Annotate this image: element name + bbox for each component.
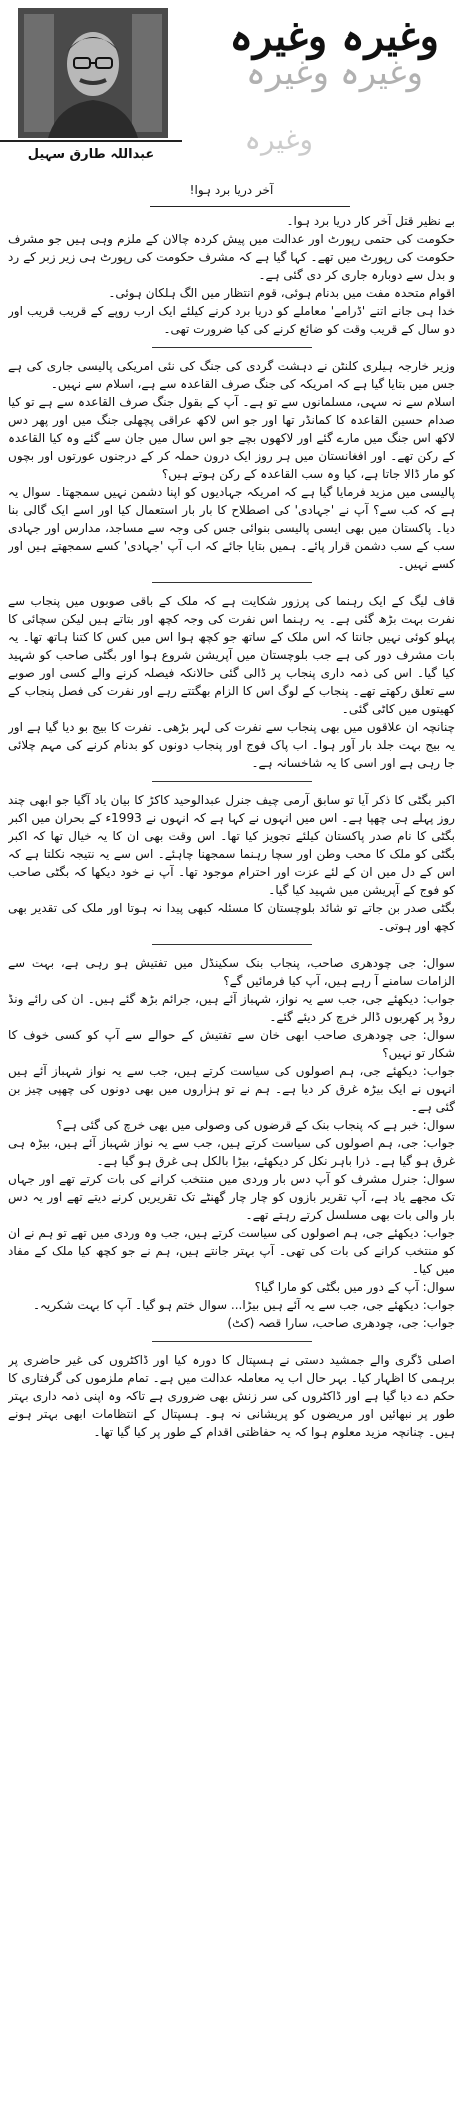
author-photo [18, 8, 168, 138]
section-divider [152, 1341, 312, 1342]
column-paragraph: وزیر خارجہ ہیلری کلنٹن نے دہشت گردی کی جنگ کی نئی امریکی پالیسی جاری کی ہے جس میں بتایا گیا ہے کہ امریکہ کی جنگ صرف القاعدہ سے ہے، اسلام سے نہیں۔ [8, 359, 455, 391]
section-divider [152, 944, 312, 945]
column-paragraph: جواب: دیکھئے جی، ہم اصولوں کی سیاست کرتے ہیں، جب وہ وردی میں تھے تو ہم نے ان کو منتخب کرانے کی بات کی تھی۔ آپ بہتر جانتے ہیں، ہم نے جو کچھ کیا ملک کے مفاد میں کیا۔ [8, 1226, 455, 1276]
column-paragraph: جواب: جی، ہم اصولوں کی سیاست کرتے ہیں، جب سے یہ نواز شہباز آئے ہیں، بیڑہ ہی غرق ہو گیا ہے۔ ذرا باہر نکل کر دیکھئے، بیڑا بالکل ہی غرق ہو گیا ہے۔ [8, 1136, 455, 1168]
column-paragraph: بے نظیر قتل آخر کار دریا برد ہوا۔ [286, 214, 455, 228]
section-divider [152, 347, 312, 348]
column-paragraph: اکبر بگٹی کا ذکر آیا تو سابق آرمی چیف جنرل عبدالوحید کاکڑ کا بیان یاد آگیا جو ابھی چند روز پہلے ہی چھپا ہے۔ اس میں انہوں نے کہا ہے کہ انہوں نے 1993ء کے بحران میں اکبر بگٹی کا نام صدر پاکستان کیلئے تجویز کیا تھا۔ اس وقت بھی ان کا یہ خیال تھا کہ اکبر بگٹی کو ملک کا محب وطن اور سچا رہنما سمجھنا چاہئے۔ اس سے یہ نتیجہ نکلتا ہے کہ اس کے دل میں ان کے لئے عزت اور احترام موجود تھا۔ آپ نے خود دیکھا کہ بگٹی صاحب کو فوج کے آپریشن میں شہید کیا گیا۔ [8, 793, 455, 897]
section-divider [152, 582, 312, 583]
column-body [8, 212, 455, 2102]
author-byline: عبداللہ طارق سہیل [0, 140, 182, 168]
column-paragraph: خدا ہی جانے اتنے 'ڈرامے' معاملے کو دریا برد کرنے کیلئے ایک ارب روپے کے قریب قریب اور دو سال کے قریب وقت کو ضائع کرنے کی کیا ضرورت تھی۔ [8, 304, 455, 336]
column-paragraph: قاف لیگ کے ایک رہنما کی پرزور شکایت ہے کہ ملک کے باقی صوبوں میں پنجاب سے نفرت بہت بڑھ گئی ہے۔ یہ رہنما اس نفرت کی وجہ کچھ اور بتاتے ہیں لیکن سچائی کا پہلو کوئی نہیں جانتا کہ اس ملک کے ساتھ جو کچھ ہوا اس میں کس کا کتنا ہاتھ تھا۔ یہ بات مشرف دور کی ہے جب بلوچستان میں آپریشن شروع ہوا اور بگٹی صاحب کو شہید کیا گیا۔ اس کی ذمہ داری پنجاب پر ڈالی گئی حالانکہ فیصلہ کرنے والے کسی اور صوبے سے تعلق رکھتے تھے۔ پنجاب کے لوگ اس کا الزام بھگتتے رہے اور نفرت کی فصل پنجاب کے کھیتوں میں کاٹی گئی۔ [8, 594, 455, 716]
column-paragraph: اصلی ڈگری والے جمشید دستی نے ہسپتال کا دورہ کیا اور ڈاکٹروں کی غیر حاضری پر برہمی کا اظہار کیا۔ بہر حال اب یہ معاملہ عدالت میں ہے۔ تمام ملزموں کی گرفتاری کا حکم دے دیا گیا ہے اور ڈاکٹروں کی سر زنش بھی ضروری ہے تاکہ وہ اپنی ذمہ داری بہتر طور پر نبھائیں اور مریضوں کو پریشانی نہ ہو۔ ہسپتال کے انتظامات ابھی بہتر ہونے ہیں۔ چنانچہ مزید معلوم ہوا کہ یہ حفاظتی اقدام کے طور پر کیا گیا تھا۔ [8, 1353, 455, 1439]
column-paragraph: سوال: خبر ہے کہ پنجاب بنک کے قرضوں کی وصولی میں بھی خرچ کی گئی ہے؟ [56, 1118, 455, 1132]
column-section [8, 357, 455, 573]
column-section [8, 954, 455, 1332]
column-paragraph: جواب: دیکھئے جی، جب سے یہ آئے ہیں بیڑا... سوال ختم ہو گیا۔ آپ کا بہت شکریہ۔ [32, 1298, 455, 1312]
column-paragraph: حکومت کی حتمی رپورٹ اور عدالت میں پیش کردہ چالان کے ملزم وہی ہیں جو مشرف حکومت کی رپورٹ میں تھے۔ کہا گیا ہے کہ مشرف حکومت کی رپورٹ ہی زیر زبر کے رد و بدل سے دوبارہ جاری کر دی گئی ہے۔ [8, 232, 455, 282]
column-headline: آخر دریا برد ہوا! [189, 183, 274, 197]
masthead-title: وغیرہ وغیرہ [229, 13, 439, 60]
column-paragraph: جواب: دیکھئے جی، ہم اصولوں کی سیاست کرتے ہیں، جب سے یہ نواز شہباز آئے ہیں انہوں نے ایک بیڑہ غرق کر دیا ہے۔ ہم نے تو ہزاروں میں بھی دونوں کی چھپی چیز بن گئی ہے۔ [8, 1064, 455, 1114]
column-section [8, 791, 455, 935]
column-paragraph: جواب: دیکھئے جی، جب سے یہ نواز، شہباز آئے ہیں، جرائم بڑھ گئے ہیں۔ ان کی رائے ونڈ روڈ پر کھربوں ڈالر خرچ کر دیئے گئے۔ [8, 992, 455, 1024]
column-paragraph: سوال: آپ کے دور میں بگٹی کو مارا گیا؟ [254, 1280, 455, 1294]
column-paragraph: چنانچہ ان علاقوں میں بھی پنجاب سے نفرت کی لہر بڑھی۔ نفرت کا بیج بو دیا گیا ہے اور یہ بیج بہت جلد بار آور ہوا۔ اب پاک فوج اور پنجاب دونوں کو بدنام کرنے کی مہم چلائی جا رہی ہے اور اسی کا یہ شاخسانہ ہے۔ [8, 720, 455, 770]
column-section [8, 212, 455, 338]
column-paragraph: پالیسی میں مزید فرمایا گیا ہے کہ امریکہ جہادیوں کو اپنا دشمن نہیں سمجھتا۔ سوال یہ ہے کہ کب سے؟ آپ نے 'جہادی' کی اصطلاح کا بار بار استعمال کیا اور اسے ایک گالی بنا دیا۔ پاکستان میں بھی ایسی پالیسی بنوائی جس کی وجہ سے مساجد، مدارس اور جہادی سب کے سب دشمن قرار پائے۔ ہمیں بتایا جائے کہ اب آپ 'جہادی' کسے سمجھتے ہیں اور کسے نہیں۔ [8, 485, 455, 571]
column-paragraph: سوال: جی چودھری صاحب ابھی خان سے تفتیش کے حوالے سے آپ کو کسی خوف کا شکار تو نہیں؟ [8, 1028, 455, 1060]
section-divider [152, 781, 312, 782]
column-section [8, 1351, 455, 1441]
column-section [8, 592, 455, 772]
column-paragraph: اقوام متحدہ مفت میں بدنام ہوئی، قوم انتظار میں الگ ہلکان ہوئی۔ [108, 286, 455, 300]
masthead-title-echo: وغیرہ وغیرہ [245, 58, 423, 93]
column-paragraph: سوال: جنرل مشرف کو آپ دس بار وردی میں منتخب کرانے کی بات کرتے تھے اور جہاں تک مجھے یاد ہے، آپ تقریر بازوں کو چار چار گھنٹے تک تقریریں کرنے دیتے تھے اور یہ دس بار والی بات بھی مسلسل کرتے رہتے تھے۔ [8, 1172, 455, 1222]
column-paragraph: سوال: جی چودھری صاحب، پنجاب بنک سکینڈل میں تفتیش ہو رہی ہے، بہت سے الزامات سامنے آ رہے ہیں، آپ کیا فرمائیں گے؟ [8, 956, 455, 988]
column-paragraph: بگٹی صدر بن جاتے تو شائد بلوچستان کا مسئلہ کبھی پیدا نہ ہوتا اور ملک کی تقدیر بھی کچھ اور ہوتی۔ [8, 901, 455, 933]
masthead [0, 0, 463, 172]
column-paragraph: اسلام سے نہ سہی، مسلمانوں سے تو ہے۔ آپ کے بقول جنگ صرف القاعدہ سے ہے تو کیا صدام حسین القاعدہ کا کمانڈر تھا اور جو اس لاکھ عراقی پچھلی جنگ میں اور پھر دس لاکھ اس جنگ میں مارے گئے اور لاکھوں بچے جو اس سال میں جان سے گئے وہ کیا القاعدہ کے رکن تھے۔ اور افغانستان میں ہر روز ایک درون حملہ کر کے درجنوں عورتوں اور بچوں کو مار ڈالا جاتا ہے، کیا وہ سب القاعدہ کے رکن ہوتے ہیں؟ [8, 395, 455, 481]
headline-underline [150, 206, 350, 207]
column-paragraph: جواب: جی، چودھری صاحب، سارا قصہ (کٹ) [227, 1316, 455, 1330]
masthead-title-echo-secondary: وغیرہ [244, 123, 313, 156]
